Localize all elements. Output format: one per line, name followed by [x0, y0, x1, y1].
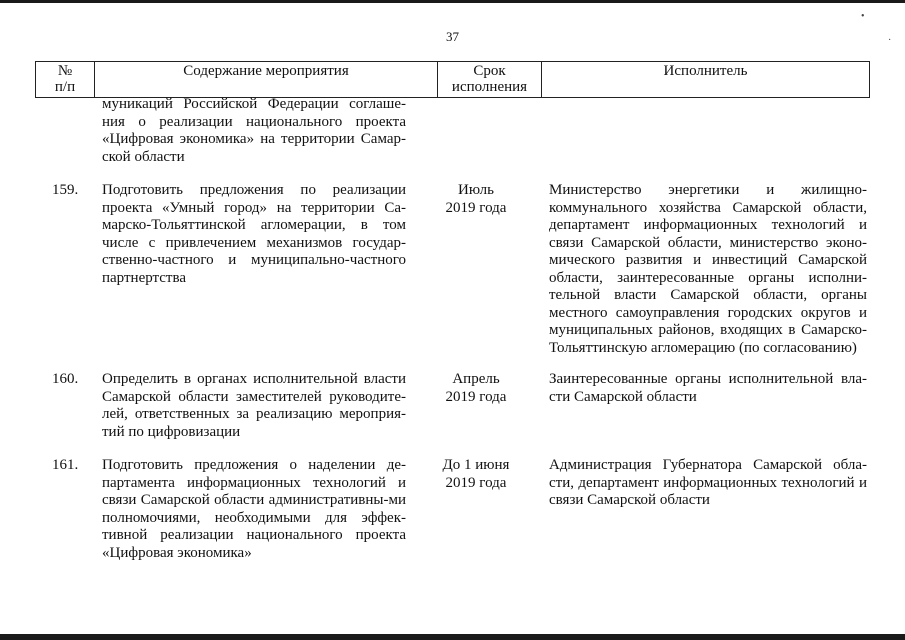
- row-deadline: Июль 2019 года: [445, 182, 507, 216]
- row-number: 159.: [52, 182, 79, 198]
- row-executor: Администрация Губернатора Самарской обла-сти, департамент информационных технологий и связи Самарской области: [549, 457, 867, 508]
- scan-border-top: [0, 0, 905, 3]
- scan-speck: •: [861, 11, 865, 22]
- row-deadline: До 1 июня 2019 года: [442, 457, 510, 491]
- continuation-text: муникаций Российской Федерации соглаше-ния о реализации национального проекта «Цифровая экономика» на территории Самар-ской области: [102, 96, 406, 165]
- row-number: 160.: [52, 371, 79, 387]
- row-deadline: Апрель 2019 года: [445, 371, 507, 405]
- page-number: 37: [446, 29, 459, 44]
- header-number: № п/п: [36, 62, 95, 98]
- scan-border-bottom: [0, 634, 905, 640]
- scan-speck: ·: [888, 35, 892, 46]
- row-content: Подготовить предложения о наделении де-партамента информационных технологий и связи Самарской области административны-ми полномочиями, необходимыми для эффек-тивной реализации национального проекта «Цифровая экономика»: [102, 457, 406, 561]
- row-executor: Министерство энергетики и жилищно-коммунального хозяйства Самарской области, департамент информационных технологий и связи Самарской области, министерство эконо-мического развития и инвестиций Самарской области, заинтересованные органы исполни-тельной власти Самарской области, органы местного самоуправления городских округов и муниципальных районов, входящих в Самарско-Тольяттинскую агломерацию (по согласованию): [549, 182, 867, 356]
- row-content: Подготовить предложения по реализации проекта «Умный город» на территории Са-марско-Тольяттинской агломерации, в том числе с привлечением механизмов государ-ственно-частного и муниципально-частного партнертства: [102, 182, 406, 286]
- row-content: Определить в органах исполнительной власти Самарской области заместителей руководите-лей, ответственных за реализацию мероприя-тий по цифровизации: [102, 371, 406, 440]
- table-header: [35, 61, 870, 98]
- row-number: 161.: [52, 457, 79, 473]
- header-deadline: Срок исполнения: [438, 62, 542, 98]
- header-content: Содержание мероприятия: [95, 62, 438, 98]
- header-executor: Исполнитель: [542, 62, 870, 98]
- row-executor: Заинтересованные органы исполнительной вла-сти Самарской области: [549, 371, 867, 405]
